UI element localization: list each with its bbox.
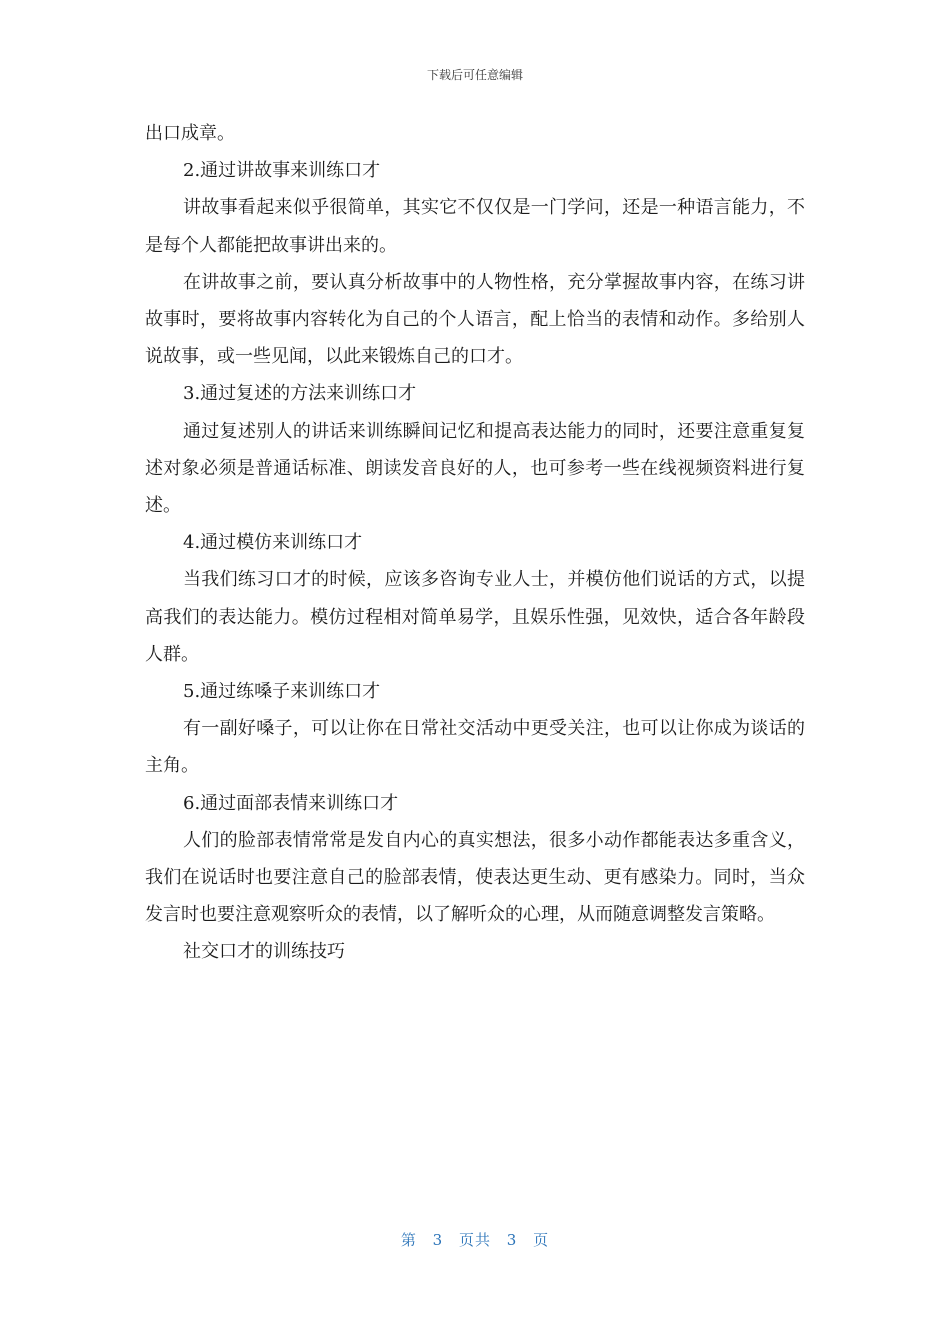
section-heading: 4.通过模仿来训练口才 — [183, 532, 363, 554]
page-footer: 第 3 页共 3 页 — [400, 1231, 550, 1249]
paragraph: 出口成章。 — [145, 123, 235, 144]
section-heading: 5.通过练嗓子来训练口才 — [183, 681, 381, 703]
paragraph: 当我们练习口才的时候，应该多咨询专业人士，并模仿他们说话的方式，以提高我们的表达能力。模仿过程相对简单易学，且娱乐性强，见效快，适合各年龄段人群。 — [145, 569, 805, 665]
section-heading: 3.通过复述的方法来训练口才 — [183, 383, 417, 405]
paragraph: 人们的脸部表情常常是发自内心的真实想法，很多小动作都能表达多重含义，我们在说话时也要注意自己的脸部表情，使表达更生动、更有感染力。同时，当众发言时也要注意观察听众的表情，以了解听众的心理，从而随意调整发言策略。 — [145, 829, 805, 926]
section-heading: 6.通过面部表情来训练口才 — [183, 792, 399, 814]
paragraph: 在讲故事之前，要认真分析故事中的人物性格，充分掌握故事内容，在练习讲故事时，要将故事内容转化为自己的个人语言，配上恰当的表情和动作。多给别人说故事，或一些见闻，以此来锻炼自己的口才。 — [145, 271, 805, 368]
section-heading: 2.通过讲故事来训练口才 — [183, 160, 381, 182]
header-note: 下载后可任意编辑 — [426, 68, 523, 82]
section-heading: 社交口才的训练技巧 — [183, 941, 345, 963]
document-body — [145, 115, 805, 971]
paragraph: 有一副好嗓子，可以让你在日常社交活动中更受关注，也可以让你成为谈话的主角。 — [145, 718, 805, 777]
paragraph: 讲故事看起来似乎很简单，其实它不仅仅是一门学问，还是一种语言能力，不是每个人都能把故事讲出来的。 — [145, 197, 805, 256]
paragraph: 通过复述别人的讲话来训练瞬间记忆和提高表达能力的同时，还要注意重复复述对象必须是普通话标准、朗读发音良好的人，也可参考一些在线视频资料进行复述。 — [145, 420, 805, 517]
